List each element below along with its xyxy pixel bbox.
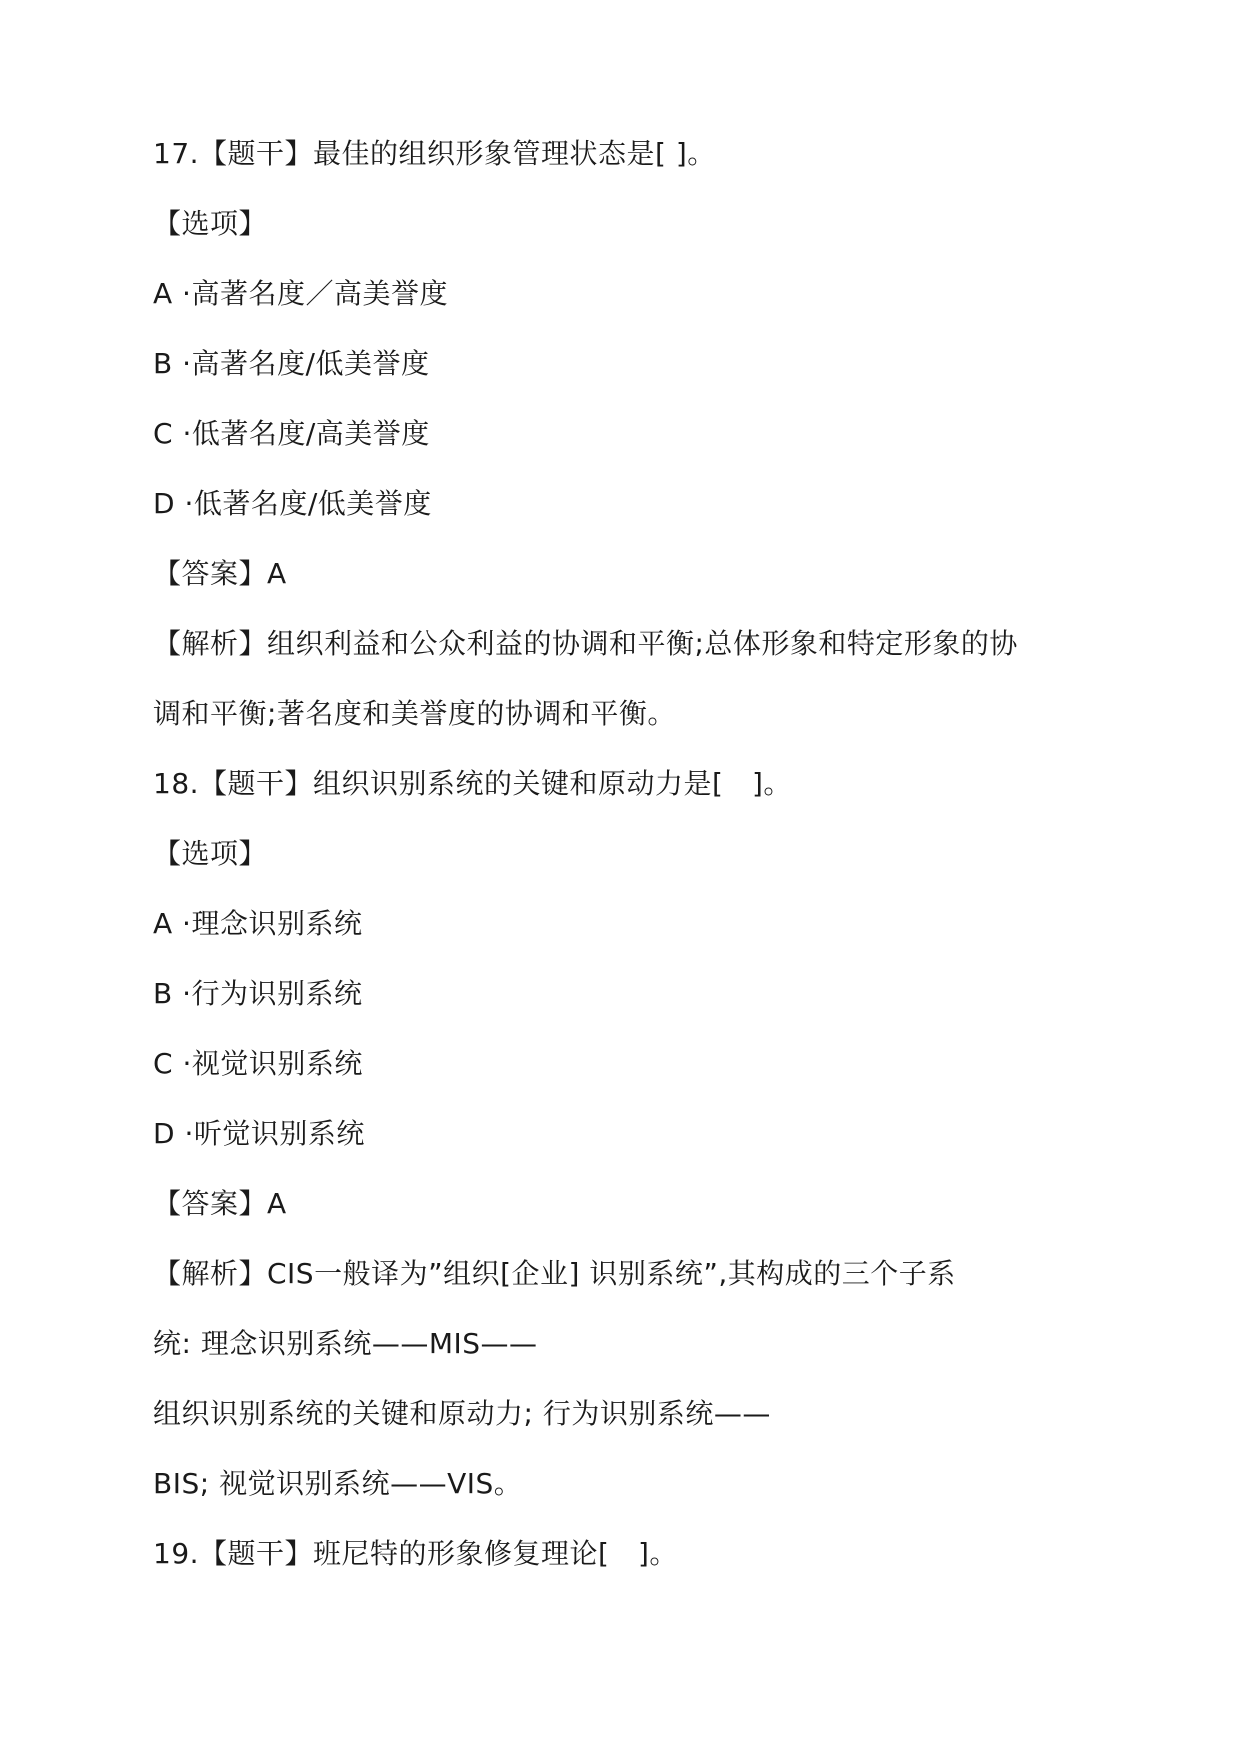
question-17-options-header: 【选项】 bbox=[153, 207, 268, 240]
question-18-analysis-line-3: 组织识别系统的关键和原动力; 行为识别系统—— bbox=[153, 1397, 771, 1430]
question-18-option-d: D ·听觉识别系统 bbox=[153, 1117, 365, 1150]
question-17-option-a: A ·高著名度／高美誉度 bbox=[153, 277, 448, 310]
question-17-stem: 17.【题干】最佳的组织形象管理状态是[ ]。 bbox=[153, 137, 716, 170]
question-19-stem: 19.【题干】班尼特的形象修复理论[ ]。 bbox=[153, 1537, 678, 1570]
question-18-analysis-line-1: 【解析】CIS一般译为”组织[企业] 识别系统”,其构成的三个子系 bbox=[153, 1257, 956, 1290]
question-17-analysis-line-2: 调和平衡;著名度和美誉度的协调和平衡。 bbox=[153, 697, 676, 730]
question-17-analysis-line-1: 【解析】组织利益和公众利益的协调和平衡;总体形象和特定形象的协 bbox=[153, 627, 1018, 660]
question-18-option-c: C ·视觉识别系统 bbox=[153, 1047, 363, 1080]
question-17-option-d: D ·低著名度/低美誉度 bbox=[153, 487, 432, 520]
question-18-analysis-line-4: BIS; 视觉识别系统——VIS。 bbox=[153, 1467, 523, 1500]
question-18-option-b: B ·行为识别系统 bbox=[153, 977, 363, 1010]
question-17-option-c: C ·低著名度/高美誉度 bbox=[153, 417, 430, 450]
question-18-options-header: 【选项】 bbox=[153, 837, 268, 870]
question-18-option-a: A ·理念识别系统 bbox=[153, 907, 363, 940]
question-18-answer: 【答案】A bbox=[153, 1187, 287, 1220]
question-18-stem: 18.【题干】组织识别系统的关键和原动力是[ ]。 bbox=[153, 767, 792, 800]
question-17-option-b: B ·高著名度/低美誉度 bbox=[153, 347, 430, 380]
question-18-analysis-line-2: 统: 理念识别系统——MIS—— bbox=[153, 1327, 538, 1360]
question-17-answer: 【答案】A bbox=[153, 557, 287, 590]
